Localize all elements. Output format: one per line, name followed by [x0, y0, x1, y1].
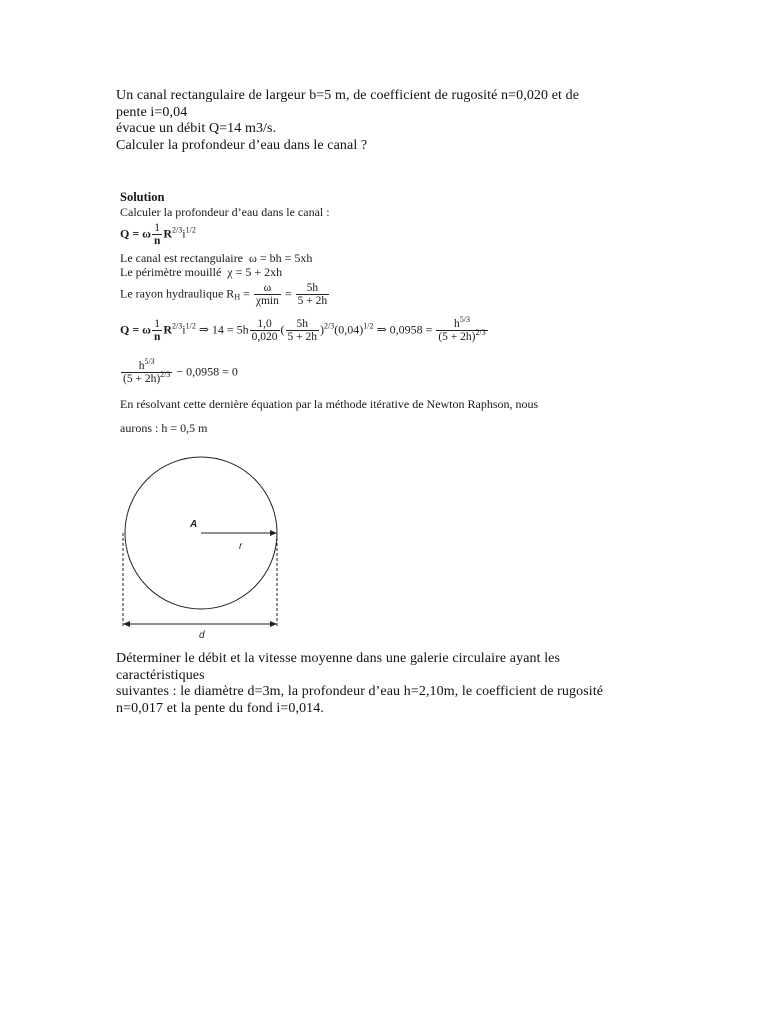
exponent: 5/3 [459, 315, 471, 324]
problem-1-line: évacue un débit Q=14 m3/s. [116, 121, 277, 136]
problem-1-statement [116, 88, 646, 154]
eq-text: (0,04) [334, 322, 364, 337]
newton-raphson-text: En résolvant cette dernière équation par la méthode itérative de Newton Raphson, nous [120, 397, 539, 411]
equation-main [120, 315, 489, 343]
problem-1-line: pente i=0,04 [116, 104, 188, 120]
exponent: 2/3 [172, 321, 183, 331]
result-text: aurons : h = 0,5 m [120, 421, 208, 435]
radius-arrowhead [270, 530, 277, 536]
denominator: n [153, 235, 161, 247]
fraction [254, 282, 281, 307]
fraction [121, 357, 172, 385]
numerator: 1 [154, 318, 161, 330]
eq-text: Le rayon hydraulique R [120, 286, 235, 301]
eq-text: i [182, 226, 186, 241]
denominator [121, 372, 172, 385]
exponent: 1/2 [185, 225, 196, 235]
problem-2-statement [116, 651, 676, 717]
perimeter-line [120, 265, 282, 280]
problem-2-line: Déterminer le débit et la vitesse moyenne dans une galerie circulaire ayant les [116, 651, 561, 666]
hydraulic-radius-line [120, 282, 330, 307]
exponent: 5/3 [144, 357, 155, 366]
exponent: 2/3 [475, 328, 486, 337]
eq-text: Q = ω [120, 226, 151, 241]
eq-text: ( [280, 322, 285, 337]
eq-text: (5 + 2h) [123, 373, 161, 385]
fraction [296, 282, 330, 307]
subscript: H [234, 292, 241, 302]
numerator: ω [263, 282, 272, 294]
denominator: n [153, 331, 161, 343]
exponent: 2/3 [172, 225, 183, 235]
fraction [152, 318, 162, 343]
fraction [436, 315, 487, 343]
problem-2-line: suivantes : le diamètre d=3m, la profondeur d’eau h=2,10m, le coefficient de rugosité [116, 684, 604, 699]
eq-text: ω = bh = 5xh [248, 251, 313, 265]
denominator: 5 + 2h [297, 295, 328, 307]
eq-text: = [281, 286, 295, 301]
diameter-arrowhead-left [123, 621, 130, 627]
problem-2-line: n=0,017 et la pente du fond i=0,014. [116, 700, 324, 716]
eq-text: h [454, 318, 460, 330]
denominator: 5 + 2h [287, 331, 318, 343]
fraction [286, 318, 320, 343]
solution-intro: Calculer la profondeur d’eau dans le canal : [120, 205, 330, 219]
exponent: 2/3 [160, 370, 171, 379]
problem-2-line: caractéristiques [116, 667, 205, 683]
solution-title: Solution [120, 190, 165, 204]
eq-text: ) [320, 322, 325, 337]
diameter-arrowhead-right [270, 621, 277, 627]
circle-diagram [110, 448, 290, 643]
numerator: 5h [296, 318, 309, 330]
equation-manning [120, 222, 196, 247]
problem-1-line: Calculer la profondeur d’eau dans le canal ? [116, 137, 368, 153]
eq-text: i [182, 322, 186, 337]
numerator: 1 [154, 222, 161, 234]
denominator [436, 330, 487, 343]
eq-text: − 0,0958 = 0 [173, 364, 238, 379]
eq-text: χ = 5 + 2xh [227, 265, 283, 279]
fraction [250, 318, 280, 343]
rectangular-line [120, 251, 312, 266]
exponent: 1/2 [363, 321, 374, 331]
numerator: 1,0 [257, 318, 272, 330]
eq-text: = [240, 286, 253, 301]
equation-final [120, 357, 238, 385]
eq-text: Q = ω [120, 322, 151, 337]
eq-text: h [138, 360, 145, 372]
problem-1-line: Un canal rectangulaire de largeur b=5 m, de coefficient de rugosité n=0,020 et de [116, 88, 580, 103]
exponent: 1/2 [185, 321, 196, 331]
denominator: 0,020 [251, 331, 278, 343]
radius-label: r [239, 541, 243, 552]
eq-text: Le périmètre mouillé [120, 265, 222, 279]
numerator: 5h [306, 282, 319, 294]
eq-text: ⇒ 14 = 5h [195, 322, 249, 337]
eq-text: R [163, 322, 173, 337]
diameter-label: d [199, 630, 205, 641]
eq-text: ⇒ 0,0958 = [373, 322, 436, 337]
eq-text: R [163, 226, 173, 241]
eq-text: Le canal est rectangulaire [120, 251, 243, 265]
eq-text: (5 + 2h) [438, 331, 476, 343]
exponent: 2/3 [324, 321, 335, 331]
fraction [152, 222, 162, 247]
denominator: χmin [255, 295, 279, 307]
center-label: A [190, 519, 198, 530]
